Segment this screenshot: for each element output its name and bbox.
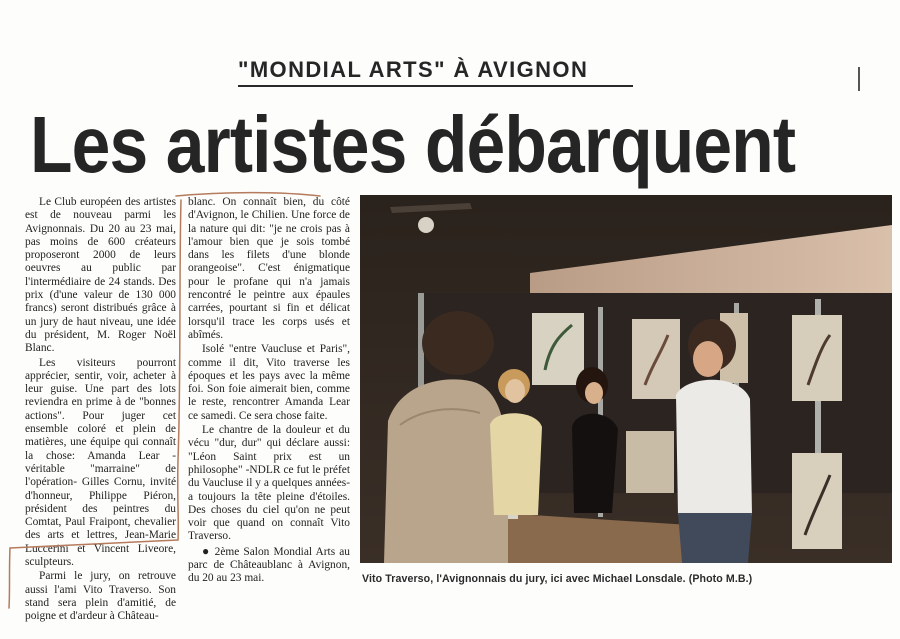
paragraph: Le Club européen des artistes est de nouveau parmi les Avignonnais. Du 20 au 23 mai, pas moins de 600 créateurs proposeront 2000 de leurs oeuvres au public par l'intermédiaire de 24 stands. Des prix (d'une valeur de 130 000 francs) seront distribués grâce à un jury de haut niveau, une idée du président, M. Roger Noël Blanc. <box>25 196 176 355</box>
article-kicker: "MONDIAL ARTS" À AVIGNON <box>238 55 633 87</box>
info-text: 2ème Salon Mondial Arts au parc de Châteaublanc à Avignon, du 20 au 23 mai. <box>188 545 350 585</box>
paragraph: Isolé "entre Vaucluse et Paris", comme il dit, Vito traverse les époques et les pays avec la même foi. Son foie aimerait bien, comme le reste, rencontrer Amanda Lear ce samedi. Ce sera chose faite. <box>188 343 350 422</box>
margin-rule <box>858 67 860 91</box>
photo-caption: Vito Traverso, l'Avignonnais du jury, ici avec Michael Lonsdale. (Photo M.B.) <box>362 573 753 585</box>
photo-image <box>360 195 892 563</box>
bullet-icon: ● <box>202 543 211 558</box>
paragraph: Parmi le jury, on retrouve aussi l'ami Vito Traverso. Son stand sera plein d'amitié, de poigne et d'ardeur à Château- <box>25 570 176 623</box>
text-column-2 <box>188 196 350 586</box>
text-column-1 <box>25 196 176 624</box>
info-paragraph <box>188 545 350 586</box>
paragraph: Le chantre de la douleur et du vécu "dur, dur" qui déclare aussi: "Léon Saint prix est un philosophe" -NDLR ce fut le préfet du Vaucluse il y a quelques années- a toujours la tête pleine d'étoiles. Des choses du ciel qu'on ne peut voir que quand on connaît Vito Traverso. <box>188 424 350 543</box>
pencil-line-left <box>9 548 10 608</box>
pencil-line-right <box>178 200 181 540</box>
paragraph: blanc. On connaît bien, du côté d'Avignon, le Chilien. Une force de la nature qui dit: "je ne crois pas à l'amour bien que je sois tombé dans les filets d'une blonde orangeoise". C'est énigmatique pour le profane qui n'a jamais rencontré le peintre aux épaules carrées, pourtant si fin et délicat lorsqu'il trace les corps usés et abîmés. <box>188 196 350 341</box>
paragraph: Les visiteurs pourront apprécier, sentir, voir, acheter à leur guise. Une part des lots reviendra en prime à de "bonnes actions". Pour juger cet ensemble coloré et plein de matières, une équipe qui connaît la chose: Amanda Lear -véritable "marraine" de l'opération- Gilles Cornu, invité d'honneur, Philippe Piéron, président des peintres du Comtat, Paul Fraipont, chevalier des arts et lettres, Jean-Marie Luccerini et Vincent Liveore, sculpteurs. <box>25 356 176 569</box>
article-headline: Les artistes débarquent <box>30 100 796 189</box>
article-photo <box>360 195 892 563</box>
